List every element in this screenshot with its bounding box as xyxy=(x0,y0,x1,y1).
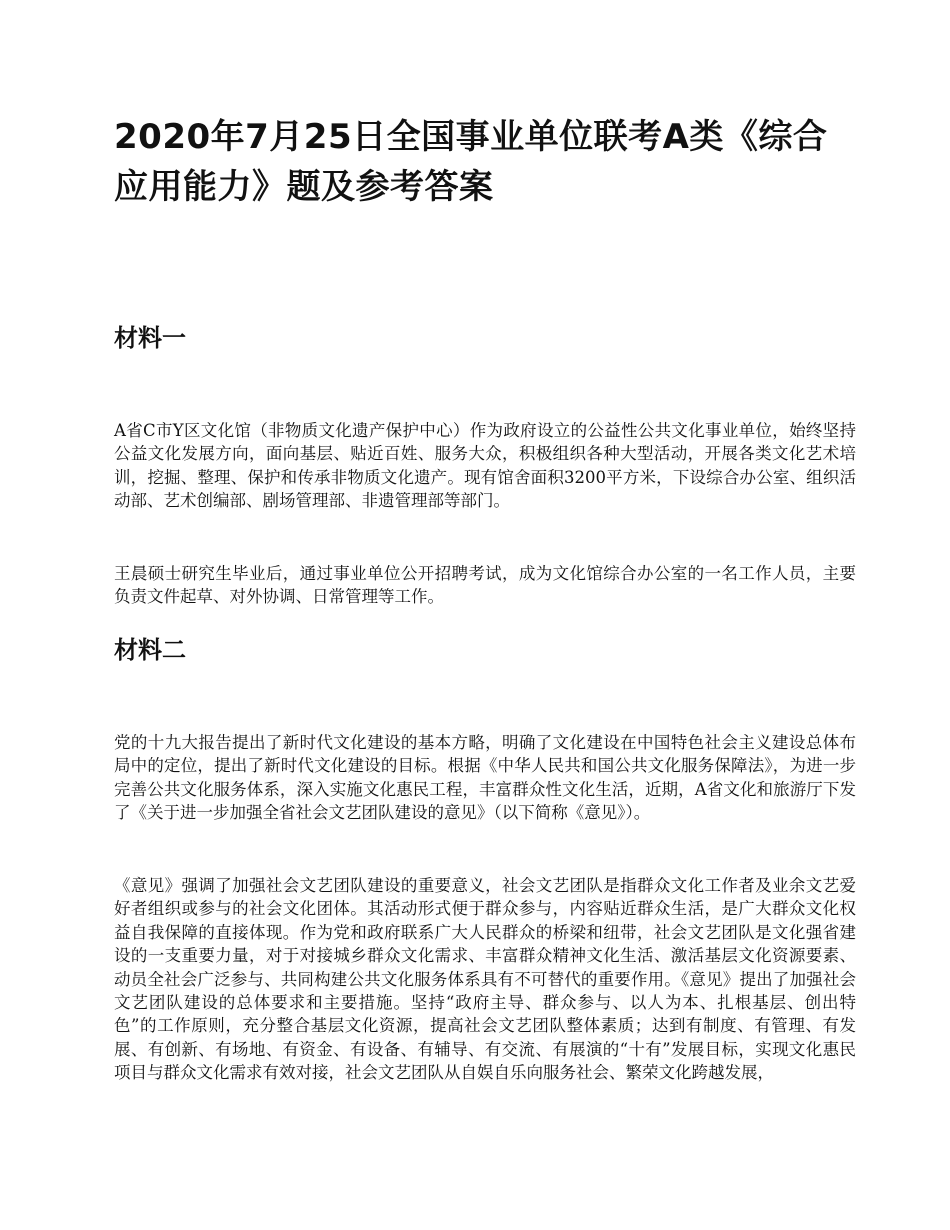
section-heading-material-1: 材料一 xyxy=(114,324,186,352)
paragraph-material-2-opinion: 《意见》强调了加强社会文艺团队建设的重要意义，社会文艺团队是指群众文化工作者及业余文艺爱好者组织或参与的社会文化团体。其活动形式便于群众参与，内容贴近群众生活，是广大群众文化权益自我保障的直接体现。作为党和政府联系广大人民群众的桥梁和纽带，社会文艺团队是文化强省建设的一支重要力量，对于对接城乡群众文化需求、丰富群众精神文化生活、激活基层文化资源要素、动员全社会广泛参与、共同构建公共文化服务体系具有不可替代的重要作用。《意见》提出了加强社会文艺团队建设的总体要求和主要措施。坚持“政府主导、群众参与、以人为本、扎根基层、创出特色”的工作原则，充分整合基层文化资源，提高社会文艺团队整体素质；达到有制度、有管理、有发展、有创新、有场地、有资金、有设备、有辅导、有交流、有展演的“十有”发展目标，实现文化惠民项目与群众文化需求有效对接，社会文艺团队从自娱自乐向服务社会、繁荣文化跨越发展， xyxy=(114,876,856,1083)
paragraph-material-2-report: 党的十九大报告提出了新时代文化建设的基本方略，明确了文化建设在中国特色社会主义建设总体布局中的定位，提出了新时代文化建设的目标。根据《中华人民共和国公共文化服务保障法》，为进一步完善公共文化服务体系，深入实施文化惠民工程，丰富群众性文化生活，近期，A省文化和旅游厅下发了《关于进一步加强全省社会文艺团队建设的意见》（以下简称《意见》）。 xyxy=(114,733,856,823)
paragraph-material-1-staff: 王晨硕士研究生毕业后，通过事业单位公开招聘考试，成为文化馆综合办公室的一名工作人员，主要负责文件起草、对外协调、日常管理等工作。 xyxy=(114,564,856,607)
section-heading-material-2: 材料二 xyxy=(114,636,186,664)
paragraph-material-1-intro: A省C市Y区文化馆（非物质文化遗产保护中心）作为政府设立的公益性公共文化事业单位，始终坚持公益文化发展方向，面向基层、贴近百姓、服务大众，积极组织各种大型活动，开展各类文化艺术培训，挖掘、整理、保护和传承非物质文化遗产。现有馆舍面积3200平方米，下设综合办公室、组织活动部、艺术创编部、剧场管理部、非遗管理部等部门。 xyxy=(114,421,856,511)
document-title: 2020年7月25日全国事业单位联考A类《综合应用能力》题及参考答案 xyxy=(114,117,828,207)
